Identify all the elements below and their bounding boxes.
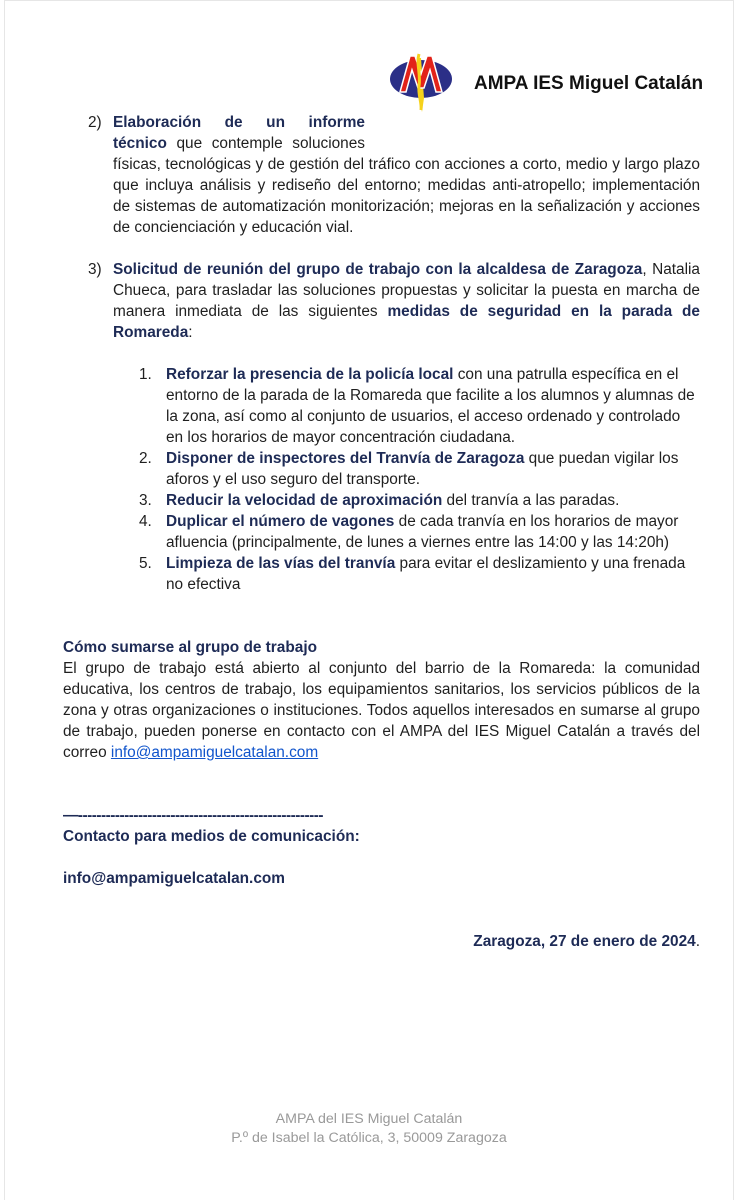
measure-bold: Reforzar la presencia de la policía local bbox=[166, 366, 454, 383]
measure-text: que puedan vigilar los aforos y el uso seguro del transporte. bbox=[166, 450, 679, 488]
item-2-bold-word: técnico bbox=[113, 135, 167, 152]
list-item-3 bbox=[63, 259, 700, 343]
footer-address: P.º de Isabel la Católica, 3, 50009 Zaragoza bbox=[231, 1130, 507, 1146]
item-2-line2-rest: que contemple soluciones bbox=[166, 135, 365, 152]
measure-text: para evitar el deslizamiento y una frenada no efectiva bbox=[166, 555, 686, 593]
measure-bold: Duplicar el número de vagones bbox=[166, 513, 395, 530]
join-text: El grupo de trabajo está abierto al conjunto del barrio de la Romareda: la comunidad educativa, los centros de trabajo, los equipamientos sanitarios, los servicios públicos de la zona y otras organizaciones o instituciones. Todos aquellos interesados en sumarse al grupo de trabajo, pueden ponerse en contacto con el AMPA del IES Miguel Catalán a través del correo bbox=[63, 660, 700, 761]
list-item-2 bbox=[63, 112, 700, 238]
join-heading: Cómo sumarse al grupo de trabajo bbox=[63, 639, 317, 656]
brand-name: AMPA IES Miguel Catalán bbox=[474, 73, 704, 94]
media-contact-email: info@ampamiguelcatalan.com bbox=[63, 870, 285, 887]
measure-text: del tranvía a las paradas. bbox=[442, 492, 620, 509]
measure-item bbox=[63, 553, 700, 595]
ampa-logo-icon bbox=[388, 52, 454, 116]
measure-item bbox=[63, 448, 700, 490]
measure-bold: Disponer de inspectores del Tranvía de Zaragoza bbox=[166, 450, 525, 467]
separator-line: —----------------------------------------------------- bbox=[63, 807, 324, 824]
document-body bbox=[63, 112, 700, 952]
document-date bbox=[63, 931, 700, 952]
measure-text: con una patrulla específica en el entorno de la parada de la Romareda que facilite a los alumnos y alumnas de la zona, así como al conjunto de usuarios, el acceso ordenado y controlado en los horarios de mayor concentración ciudadana. bbox=[166, 366, 695, 446]
item-number: 3) bbox=[88, 261, 102, 278]
page-footer bbox=[0, 1110, 738, 1148]
item-2-text: físicas, tecnológicas y de gestión del tráfico con acciones a corto, medio y largo plazo que incluya análisis y rediseño del entorno; medidas anti-atropello; implementación de sistemas de automatización monitorización; mejoras en la señalización y acciones de concienciación y educación vial. bbox=[113, 156, 700, 236]
measure-bold: Reducir la velocidad de aproximación bbox=[166, 492, 443, 509]
measures-list bbox=[63, 364, 700, 595]
item-3-bold-2: medidas de seguridad en la parada de Romareda bbox=[113, 303, 700, 341]
footer-org: AMPA del IES Miguel Catalán bbox=[275, 1111, 463, 1127]
measure-text: de cada tranvía en los horarios de mayor afluencia (principalmente, de lunes a viernes entre las 14:00 y las 14:20h) bbox=[166, 513, 679, 551]
item-2-bold-line: Elaboración de un informe bbox=[113, 114, 365, 131]
measure-number: 5. bbox=[139, 555, 152, 572]
measure-item bbox=[63, 490, 700, 511]
join-email-link[interactable]: info@ampamiguelcatalan.com bbox=[110, 744, 319, 761]
measure-number: 4. bbox=[139, 513, 152, 530]
media-contact-heading: Contacto para medios de comunicación: bbox=[63, 828, 360, 845]
date-text: Zaragoza, 27 de enero de 2024 bbox=[473, 933, 696, 950]
measure-number: 3. bbox=[139, 492, 152, 509]
measure-number: 2. bbox=[139, 450, 152, 467]
measure-number: 1. bbox=[139, 366, 152, 383]
measure-item bbox=[63, 364, 700, 448]
measure-item bbox=[63, 511, 700, 553]
item-3-text-2: : bbox=[188, 324, 193, 341]
letterhead bbox=[388, 52, 728, 116]
item-3-bold-1: Solicitud de reunión del grupo de trabajo con la alcaldesa de Zaragoza bbox=[113, 261, 643, 278]
item-3-text-1: , Natalia Chueca, para trasladar las soluciones propuestas y solicitar la puesta en marcha de manera inmediata de las siguientes bbox=[113, 261, 700, 320]
item-number: 2) bbox=[88, 114, 102, 131]
measure-bold: Limpieza de las vías del tranvía bbox=[166, 555, 396, 572]
join-paragraph bbox=[63, 658, 700, 763]
date-period: . bbox=[695, 933, 700, 950]
